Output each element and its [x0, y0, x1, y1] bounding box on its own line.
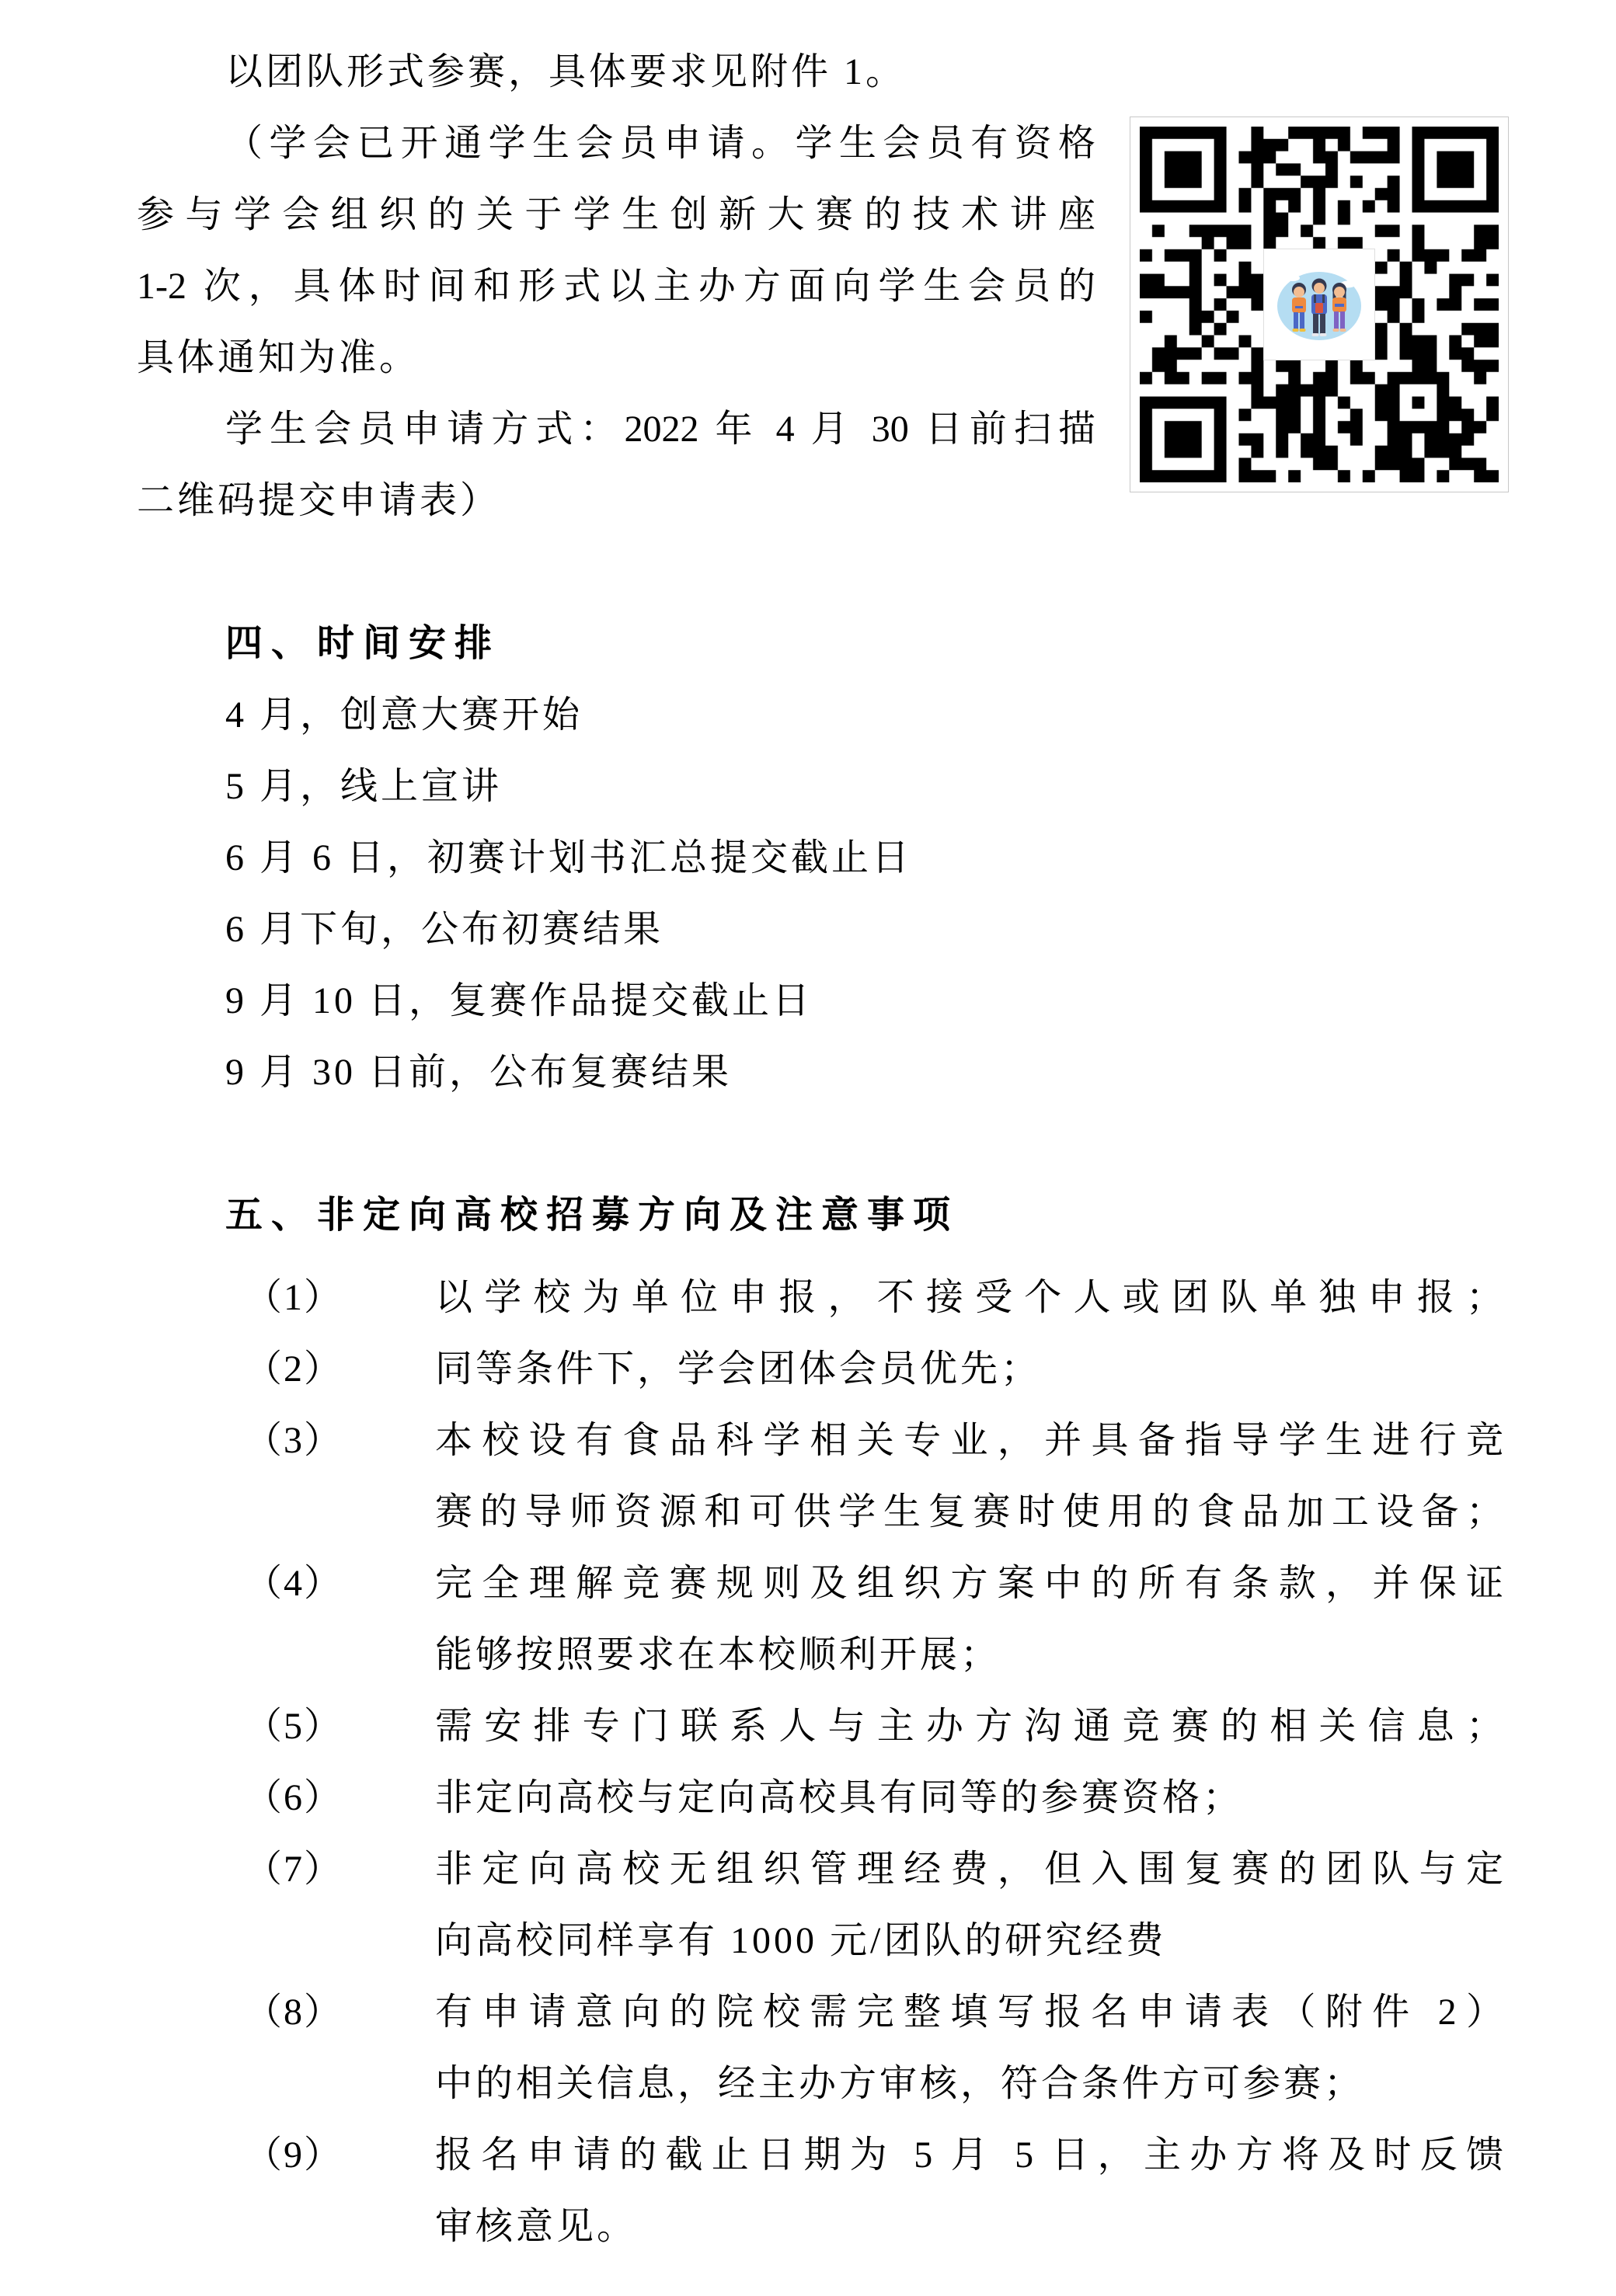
section-heading-notes: 五、非定向高校招募方向及注意事项 — [225, 1195, 960, 1236]
list-item — [137, 1834, 1503, 1905]
item-text-line: 同等条件下，学会团体会员优先； — [435, 1348, 1042, 1390]
qr-center-logo — [1263, 249, 1375, 360]
qr-code-icon — [1140, 127, 1499, 482]
item-number: （2） — [245, 1348, 343, 1390]
item-number: （8） — [245, 1992, 343, 2033]
timeline-entry: 5 月，线上宣讲 — [225, 766, 503, 807]
intro-line: 二维码提交申请表） — [137, 480, 501, 521]
blank-line — [137, 537, 1503, 608]
intro-line: 1-2 次，具体时间和形式以主办方面向学生会员的 — [137, 266, 1095, 307]
list-item — [137, 1405, 1503, 1477]
list-item — [137, 1548, 1503, 1619]
qr-code-image — [1130, 117, 1509, 492]
item-number: （9） — [245, 2134, 343, 2176]
item-number: （1） — [245, 1277, 343, 1318]
intro-line: 参与学会组织的关于学生创新大赛的技术讲座 — [137, 194, 1095, 235]
item-number: （4） — [245, 1563, 343, 1604]
item-text-line: 报名申请的截止日期为 5 月 5 日，主办方将及时反馈 — [435, 2134, 1503, 2176]
timeline-entry: 6 月下旬，公布初赛结果 — [225, 909, 664, 950]
item-text-line: 向高校同样享有 1000 元/团队的研究经费 — [435, 1920, 1167, 1961]
intro-line: 学生会员申请方式：2022 年 4 月 30 日前扫描 — [225, 409, 1095, 450]
item-text-line: 有申请意向的院校需完整填写报名申请表（附件 2） — [435, 1992, 1503, 2033]
timeline-entry: 9 月 30 日前，公布复赛结果 — [225, 1052, 733, 1093]
timeline-entry: 4 月，创意大赛开始 — [225, 694, 583, 736]
item-text-line: 需安排专门联系人与主办方沟通竞赛的相关信息； — [435, 1706, 1503, 1747]
item-text-line: 非定向高校无组织管理经费，但入围复赛的团队与定 — [435, 1849, 1503, 1890]
item-text-line: 审核意见。 — [435, 2206, 638, 2247]
list-item — [137, 1977, 1503, 2048]
timeline-entry: 6 月 6 日，初赛计划书汇总提交截止日 — [225, 837, 913, 878]
item-text-line: 以学校为单位申报，不接受个人或团队单独申报； — [435, 1277, 1503, 1318]
list-item — [137, 1691, 1503, 1762]
item-text-line: 完全理解竞赛规则及组织方案中的所有条款，并保证 — [435, 1563, 1503, 1604]
section-heading-time: 四、时间安排 — [225, 623, 501, 664]
people-illustration-icon — [1269, 255, 1369, 354]
item-text-line: 中的相关信息，经主办方审核，符合条件方可参赛； — [435, 2063, 1365, 2104]
item-text-line: 能够按照要求在本校顺利开展； — [435, 1634, 1001, 1675]
list-item — [137, 2120, 1503, 2191]
intro-line: 具体通知为准。 — [137, 337, 420, 378]
cloud-icon — [1286, 275, 1300, 281]
item-text-line: 非定向高校与定向高校具有同等的参赛资格； — [435, 1777, 1244, 1818]
item-number: （3） — [245, 1420, 343, 1461]
blank-line — [137, 1108, 1503, 1180]
item-number: （5） — [245, 1706, 343, 1747]
timeline-entry: 9 月 10 日，复赛作品提交截止日 — [225, 980, 813, 1021]
item-number: （6） — [245, 1777, 343, 1818]
intro-line: 以团队形式参赛，具体要求见附件 1。 — [225, 51, 907, 92]
item-text-line: 赛的导师资源和可供学生复赛时使用的食品加工设备； — [435, 1491, 1503, 1532]
item-number: （7） — [245, 1849, 343, 1890]
list-item — [137, 1762, 1503, 1834]
intro-line: （学会已开通学生会员申请。学生会员有资格 — [225, 123, 1095, 164]
item-text-line: 本校设有食品科学相关专业，并具备指导学生进行竞 — [435, 1420, 1503, 1461]
list-item — [137, 1334, 1503, 1405]
notes-list — [137, 1262, 1503, 2263]
list-item — [137, 1262, 1503, 1334]
